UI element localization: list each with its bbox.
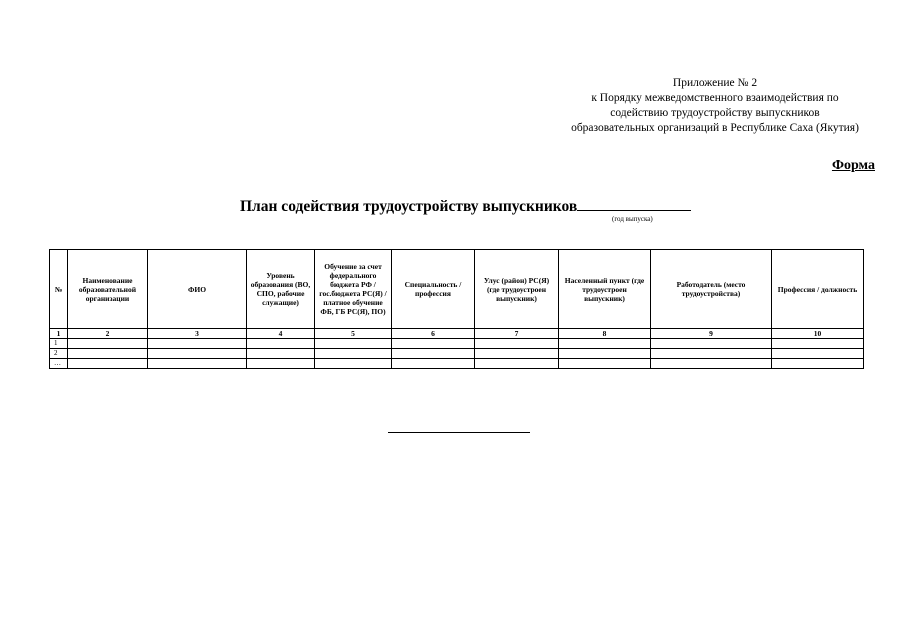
table-cell[interactable] <box>651 359 772 369</box>
column-number: 6 <box>392 329 475 339</box>
table-cell[interactable] <box>392 359 475 369</box>
table-cell[interactable] <box>68 339 148 349</box>
table-row <box>50 349 864 359</box>
table-cell[interactable] <box>148 359 247 369</box>
column-number: 2 <box>68 329 148 339</box>
table-cell[interactable] <box>68 349 148 359</box>
column-number: 5 <box>315 329 392 339</box>
form-label: Форма <box>831 158 875 173</box>
column-number: 1 <box>50 329 68 339</box>
header-cell: Профессия / должность <box>772 250 864 329</box>
header-cell: Населенный пункт (где трудоустроен выпускник) <box>559 250 651 329</box>
table-cell[interactable] <box>772 339 864 349</box>
title-text: План содействия трудоустройству выпускников <box>240 198 578 215</box>
header-cell: Улус (район) РС(Я) (где трудоустроен выпускник) <box>475 250 559 329</box>
page-title <box>240 196 691 216</box>
table-cell[interactable] <box>559 349 651 359</box>
table-cell[interactable] <box>392 349 475 359</box>
table-cell[interactable] <box>315 359 392 369</box>
table-cell[interactable] <box>475 359 559 369</box>
table-row <box>50 359 864 369</box>
table-cell[interactable] <box>475 349 559 359</box>
table-cell[interactable] <box>68 359 148 369</box>
table-cell[interactable] <box>247 359 315 369</box>
header-cell: Работодатель (место трудоустройства) <box>651 250 772 329</box>
header-cell: Уровень образования (ВО, СПО, рабочие служащие) <box>247 250 315 329</box>
table-cell[interactable] <box>651 349 772 359</box>
table-cell[interactable] <box>148 339 247 349</box>
table-cell[interactable] <box>772 349 864 359</box>
appendix-line: содействию трудоустройству выпускников <box>610 107 820 119</box>
header-cell: Наименование образовательной организации <box>68 250 148 329</box>
column-number: 8 <box>559 329 651 339</box>
table-cell[interactable] <box>148 349 247 359</box>
header-cell: Специальность / профессия <box>392 250 475 329</box>
year-blank-field[interactable] <box>577 196 691 211</box>
table-cell[interactable] <box>559 359 651 369</box>
column-number-row <box>50 329 864 339</box>
row-number: … <box>50 359 68 369</box>
row-number: 1 <box>50 339 68 349</box>
row-number: 2 <box>50 349 68 359</box>
table-header-row <box>50 250 864 329</box>
table-cell[interactable] <box>247 349 315 359</box>
appendix-line: к Порядку межведомственного взаимодействия по <box>591 92 839 104</box>
appendix-line: Приложение № 2 <box>672 77 758 89</box>
table-cell[interactable] <box>772 359 864 369</box>
year-hint: (год выпуска) <box>612 215 653 223</box>
column-number: 9 <box>651 329 772 339</box>
signature-line <box>388 432 530 433</box>
table-cell[interactable] <box>475 339 559 349</box>
table-cell[interactable] <box>247 339 315 349</box>
column-number: 10 <box>772 329 864 339</box>
appendix-line: образовательных организаций в Республике Саха (Якутия) <box>571 122 859 134</box>
column-number: 7 <box>475 329 559 339</box>
table-cell[interactable] <box>315 349 392 359</box>
table-row <box>50 339 864 349</box>
graduates-table <box>49 249 864 369</box>
column-number: 4 <box>247 329 315 339</box>
header-cell: Обучение за счет федерального бюджета РФ / гос.бюджета РС(Я) / платное обучение ФБ, ГБ РС(Я), ПО) <box>315 250 392 329</box>
header-cell: ФИО <box>148 250 247 329</box>
table-cell[interactable] <box>559 339 651 349</box>
table-cell[interactable] <box>651 339 772 349</box>
appendix-block <box>530 76 900 136</box>
table-cell[interactable] <box>392 339 475 349</box>
column-number: 3 <box>148 329 247 339</box>
header-cell: № <box>50 250 68 329</box>
table-cell[interactable] <box>315 339 392 349</box>
